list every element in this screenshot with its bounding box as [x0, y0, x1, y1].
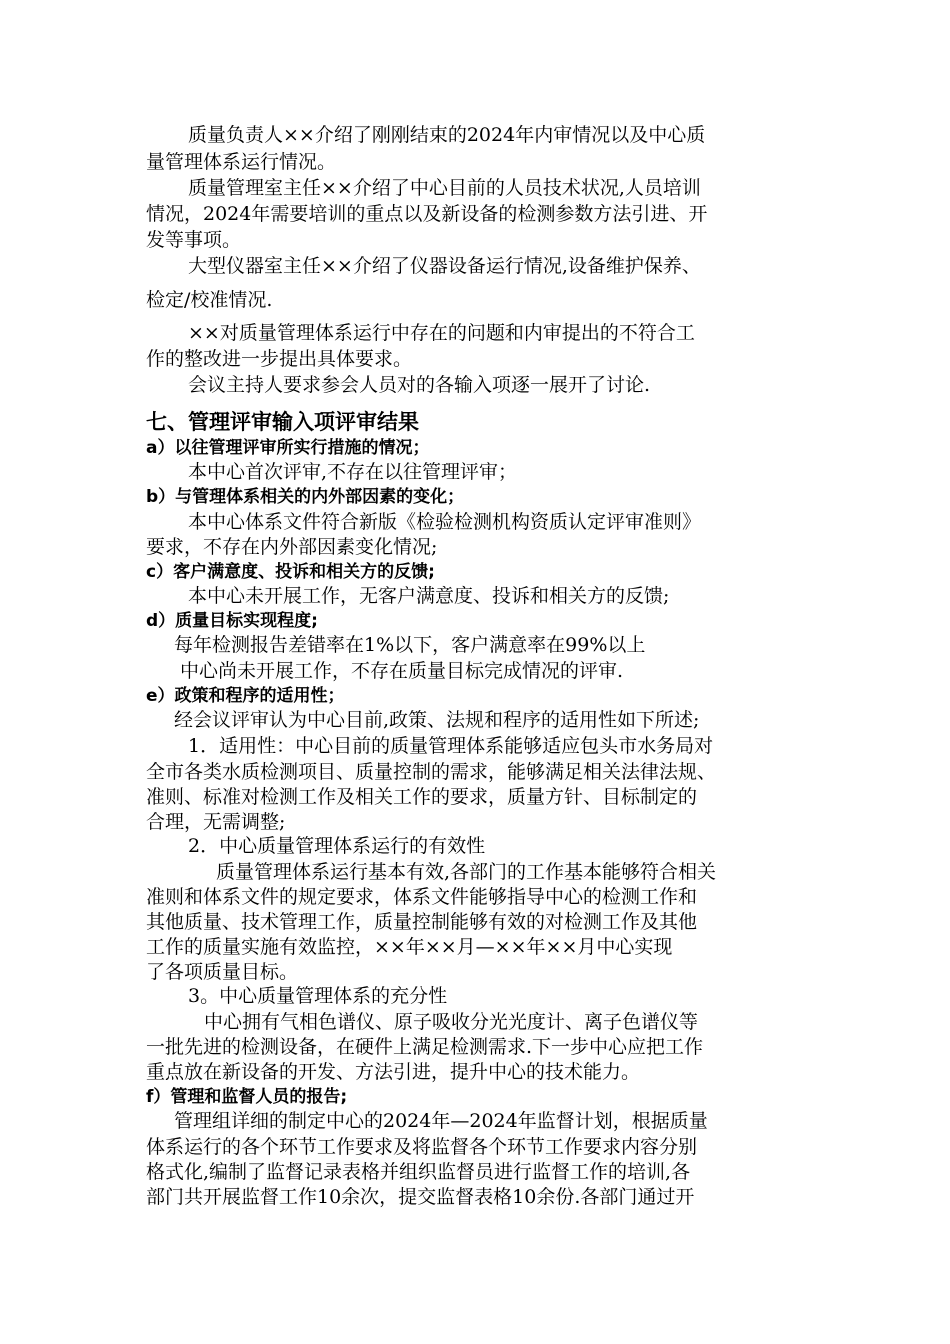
paragraph-line: ××对质量管理体系运行中存在的问题和内审提出的不符合工: [188, 322, 695, 344]
paragraph-line: 每年检测报告差错率在1%以下，客户满意率在99%以上: [174, 634, 646, 656]
paragraph-line: 本中心体系文件符合新版《检验检测机构资质认定评审准则》: [188, 511, 702, 533]
paragraph-line: 格式化,编制了监督记录表格并组织监督员进行监督工作的培训,各: [146, 1161, 691, 1183]
paragraph-line: 经会议评审认为中心目前,政策、法规和程序的适用性如下所述;: [174, 709, 700, 731]
paragraph-line: 会议主持人要求参会人员对的各输入项逐一展开了讨论.: [188, 374, 651, 396]
paragraph-line: 情况，2024年需要培训的重点以及新设备的检测参数方法引进、开: [146, 203, 708, 225]
subsection-heading: e）政策和程序的适用性；: [146, 686, 345, 706]
paragraph-line: 本中心未开展工作，无客户满意度、投诉和相关方的反馈;: [188, 585, 670, 607]
paragraph-line: 检定/校准情况.: [146, 289, 273, 311]
paragraph-line: 体系运行的各个环节工作要求及将监督各个环节工作要求内容分别: [146, 1136, 698, 1158]
paragraph-line: 质量管理室主任××介绍了中心目前的人员技术状况,人员培训: [188, 177, 701, 199]
paragraph-line: 2．中心质量管理体系运行的有效性: [188, 835, 486, 857]
paragraph-line: 中心拥有气相色谱仪、原子吸收分光光度计、离子色谱仪等: [204, 1011, 699, 1033]
paragraph-line: 质量负责人××介绍了刚刚结束的2024年内审情况以及中心质: [188, 124, 706, 146]
paragraph-line: 部门共开展监督工作10余次，提交监督表格10余份.各部门通过开: [146, 1186, 695, 1208]
subsection-heading: c）客户满意度、投诉和相关方的反馈;: [146, 562, 435, 582]
paragraph-line: 一批先进的检测设备，在硬件上满足检测需求.下一步中心应把工作: [146, 1036, 704, 1058]
paragraph-line: 本中心首次评审,不存在以往管理评审；: [188, 461, 518, 483]
paragraph-line: 管理组详细的制定中心的2024年—2024年监督计划，根据质量: [174, 1110, 708, 1132]
paragraph-line: 了各项质量目标。: [146, 961, 299, 983]
paragraph-line: 质量管理体系运行基本有效,各部门的工作基本能够符合相关: [216, 861, 717, 883]
paragraph-line: 准则和体系文件的规定要求，体系文件能够指导中心的检测工作和: [146, 886, 698, 908]
paragraph-line: 作的整改进一步提出具体要求。: [146, 348, 413, 370]
paragraph-line: 发等事项。: [146, 229, 242, 251]
subsection-heading: b）与管理体系相关的内外部因素的变化；: [146, 487, 465, 507]
paragraph-line: 全市各类水质检测项目、质量控制的需求，能够满足相关法律法规、: [146, 761, 717, 783]
subsection-heading: a）以往管理评审所实行措施的情况；: [146, 438, 430, 458]
paragraph-line: 量管理体系运行情况。: [146, 151, 337, 173]
paragraph-line: 大型仪器室主任××介绍了仪器设备运行情况,设备维护保养、: [188, 255, 701, 277]
paragraph-line: 重点放在新设备的开发、方法引进，提升中心的技术能力。: [146, 1061, 641, 1083]
subsection-heading: d）质量目标实现程度;: [146, 611, 318, 631]
paragraph-line: 准则、标准对检测工作及相关工作的要求，质量方针、目标制定的: [146, 786, 698, 808]
paragraph-line: 1．适用性：中心目前的质量管理体系能够适应包头市水务局对: [188, 735, 714, 757]
paragraph-line: 其他质量、技术管理工作，质量控制能够有效的对检测工作及其他: [146, 911, 698, 933]
paragraph-line: 3。中心质量管理体系的充分性: [188, 985, 448, 1007]
paragraph-line: 工作的质量实施有效监控，××年××月—××年××月中心实现: [146, 936, 673, 958]
paragraph-line: 合理，无需调整;: [146, 811, 286, 833]
paragraph-line: 要求，不存在内外部因素变化情况;: [146, 536, 438, 558]
section-heading: 七、管理评审输入项评审结果: [146, 410, 419, 434]
subsection-heading: f）管理和监督人员的报告;: [146, 1087, 348, 1107]
paragraph-line: 中心尚未开展工作，不存在质量目标完成情况的评审.: [180, 660, 624, 682]
